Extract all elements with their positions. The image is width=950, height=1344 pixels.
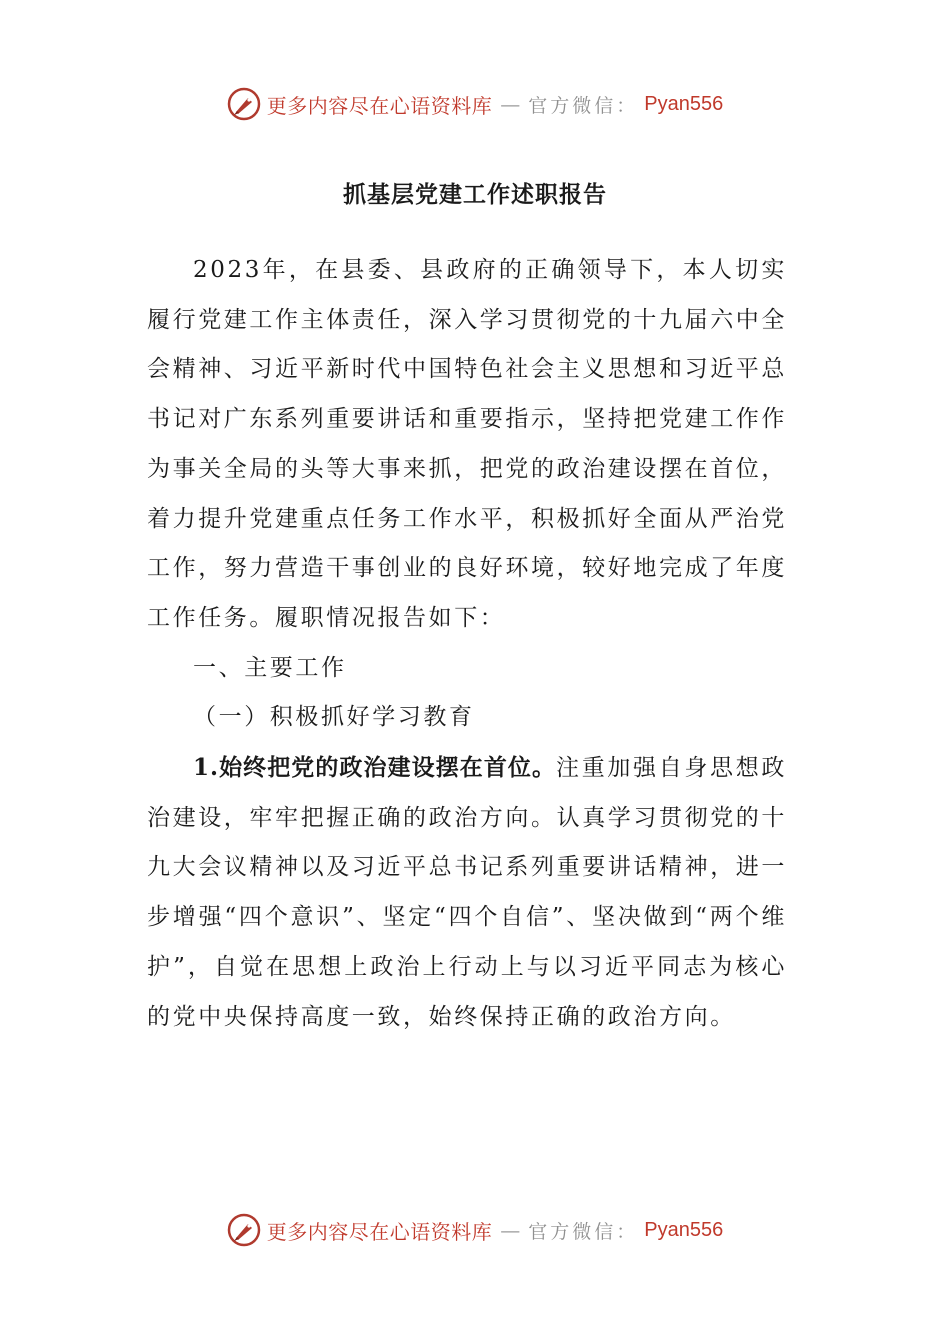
watermark-official-label: 官方微信：: [528, 1220, 639, 1243]
document-body: [147, 246, 787, 1042]
subsection-heading: （一）积极抓好学习教育: [193, 704, 475, 731]
watermark-header: [0, 84, 950, 124]
watermark-wechat-id: Pyan556: [644, 92, 724, 115]
pen-nib-logo-icon: [227, 87, 261, 121]
pen-nib-logo-icon: [227, 1213, 261, 1247]
watermark-site-text: 更多内容尽在心语资料库: [266, 93, 493, 118]
item-lead: 1.始终把党的政治建设摆在首位。: [193, 754, 557, 782]
watermark-dash: —: [500, 92, 521, 116]
item-body: 注重加强自身思想政治建设，牢牢把握正确的政治方向。认真学习贯彻党的十九大会议精神以及习近平总书记系列重要讲话精神，进一步增强“四个意识”、坚定“四个自信”、坚决做到“两个维护”，自觉在思想上政治上行动上与以习近平同志为核心的党中央保持高度一致，始终保持正确的政治方向。: [147, 755, 787, 1030]
watermark-dash: —: [500, 1218, 521, 1242]
item-paragraph: [147, 743, 787, 1042]
watermark-site-text: 更多内容尽在心语资料库: [266, 1219, 493, 1244]
section-heading: 一、主要工作: [193, 654, 347, 681]
watermark-footer: [0, 1210, 950, 1250]
watermark-official-label: 官方微信：: [528, 94, 639, 117]
watermark-wechat-id: Pyan556: [644, 1218, 724, 1241]
intro-paragraph: 2023年，在县委、县政府的正确领导下，本人切实履行党建工作主体责任，深入学习贯彻党的十九届六中全会精神、习近平新时代中国特色社会主义思想和习近平总书记对广东系列重要讲话和重要指示，坚持把党建工作作为事关全局的头等大事来抓，把党的政治建设摆在首位，着力提升党建重点任务工作水平，积极抓好全面从严治党工作，努力营造干事创业的良好环境，较好地完成了年度工作任务。履职情况报告如下：: [147, 257, 787, 631]
document-title: 抓基层党建工作述职报告: [343, 181, 607, 208]
